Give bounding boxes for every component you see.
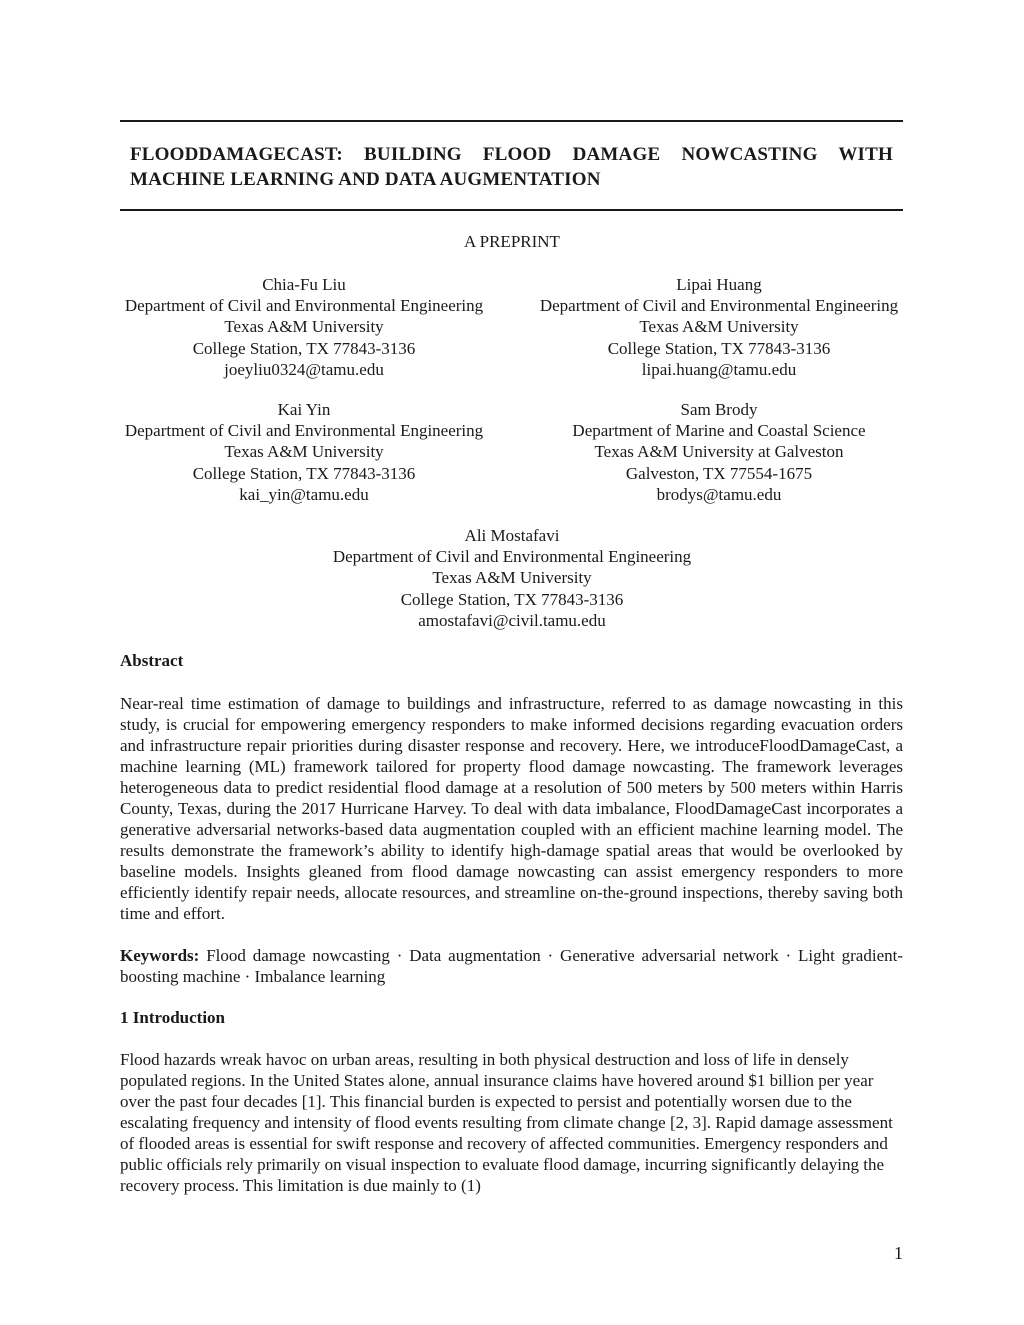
author-email: brodys@tamu.edu (656, 484, 782, 504)
introduction-body: Flood hazards wreak havoc on urban areas, resulting in both physical destruction and loss of life in densely populated regions. In the United States alone, annual insurance claims have hovered around $1 billion per year over the past four decades [1]. This financial burden is expected to persist and potentially worsen due to the escalating frequency and intensity of flood events resulting from climate change [2, 3]. Rapid damage assessment of flooded areas is essential for swift response and recovery of affected communities. Emergency responders and public officials rely primarily on visual inspection to evaluate flood damage, incurring significantly delaying the recovery process. This limitation is due mainly to (1) (120, 1050, 893, 1195)
author-email: amostafavi@civil.tamu.edu (418, 610, 606, 630)
author-name: Kai Yin (277, 400, 331, 419)
author-name: Lipai Huang (676, 275, 762, 294)
keywords-paragraph (120, 945, 903, 987)
page-number: 1 (894, 1243, 903, 1263)
title-line-1: FLOODDAMAGECAST: BUILDING FLOOD DAMAGE NOWCASTING WITH (130, 144, 893, 165)
title-top-rule (120, 120, 903, 122)
author-block-3 (125, 399, 483, 505)
author-block-1 (125, 274, 483, 380)
author-department: Department of Civil and Environmental Engineering (539, 296, 899, 316)
title-bottom-rule (120, 209, 903, 211)
author-department: Department of Civil and Environmental Engineering (124, 421, 484, 441)
author-city: College Station, TX 77843-3136 (400, 589, 624, 609)
author-university: Texas A&M University (432, 568, 592, 588)
author-city: College Station, TX 77843-3136 (192, 338, 416, 358)
author-name: Sam Brody (680, 400, 758, 419)
preprint-label: A PREPRINT (464, 232, 560, 251)
title-line-2: MACHINE LEARNING AND DATA AUGMENTATION (130, 169, 601, 190)
author-department: Department of Marine and Coastal Science (572, 421, 866, 441)
abstract-body: Near-real time estimation of damage to buildings and infrastructure, referred to as damage nowcasting in this study, is crucial for empowering emergency responders to make informed decisions regarding evacuation orders and infrastructure repair priorities during disaster response and recovery. Here, we introduceFloodDamageCast, a machine learning (ML) framework tailored for property flood damage nowcasting. The framework leverages heterogeneous data to predict residential flood damage at a resolution of 500 meters by 500 meters within Harris County, Texas, during the 2017 Hurricane Harvey. To deal with data imbalance, FloodDamageCast incorporates a generative adversarial networks-based data augmentation coupled with an efficient machine learning model. The results demonstrate the framework’s ability to identify high-damage spatial areas that would be overlooked by baseline models. Insights gleaned from flood damage nowcasting can assist emergency responders to more efficiently identify repair needs, allocate resources, and streamline on-the-ground inspections, thereby saving both time and effort. (120, 694, 903, 923)
author-city: College Station, TX 77843-3136 (607, 338, 831, 358)
abstract-heading: Abstract (120, 651, 184, 670)
author-city: College Station, TX 77843-3136 (192, 463, 416, 483)
paper-title (130, 142, 893, 192)
keywords-label: Keywords: (120, 946, 200, 965)
author-city: Galveston, TX 77554-1675 (625, 463, 813, 483)
keywords-text: Flood damage nowcasting · Data augmentation · Generative adversarial network · Light gradient-boosting machine · Imbalance learning (120, 946, 903, 986)
author-university: Texas A&M University (224, 442, 384, 462)
author-block-5 (333, 525, 691, 631)
author-university: Texas A&M University (224, 317, 384, 337)
author-university: Texas A&M University (639, 317, 799, 337)
author-department: Department of Civil and Environmental Engineering (124, 296, 484, 316)
author-department: Department of Civil and Environmental Engineering (332, 547, 692, 567)
author-email: lipai.huang@tamu.edu (641, 359, 797, 379)
author-block-2 (540, 274, 898, 380)
author-email: joeyliu0324@tamu.edu (224, 359, 384, 379)
author-name: Ali Mostafavi (464, 526, 560, 545)
author-university: Texas A&M University at Galveston (594, 442, 844, 462)
section-heading-introduction: 1 Introduction (120, 1008, 226, 1027)
author-name: Chia-Fu Liu (262, 275, 346, 294)
author-email: kai_yin@tamu.edu (239, 484, 369, 504)
author-block-4 (572, 399, 865, 505)
